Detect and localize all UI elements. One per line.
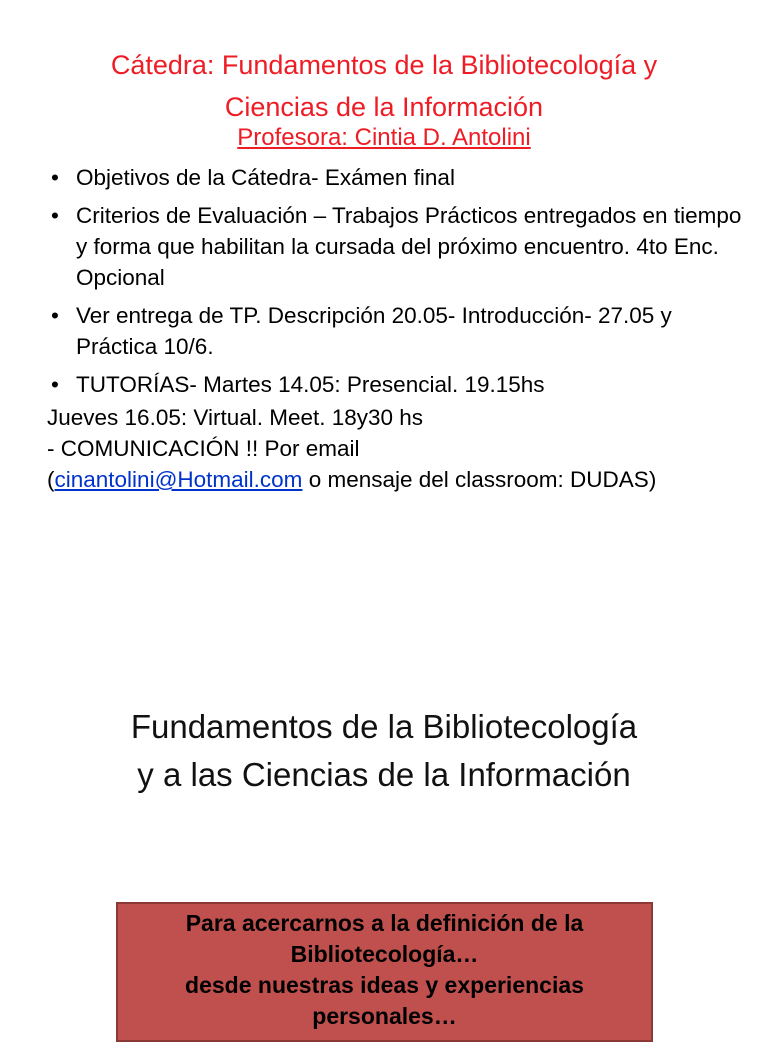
paren-open: (: [47, 467, 55, 492]
box-line-2: desde nuestras ideas y experiencias personales…: [185, 972, 584, 1029]
box-line-1: Para acercarnos a la definición de la Bibliotecología…: [185, 910, 584, 967]
slide-title: [20, 44, 748, 128]
email-link[interactable]: cinantolini@Hotmail.com: [54, 467, 303, 492]
bullet-text: TUTORÍAS- Martes 14.05: Presencial. 19.15hs: [76, 372, 545, 397]
title-line-1: Cátedra: Fundamentos de la Bibliotecología y: [110, 50, 658, 80]
professor-line: [0, 121, 768, 155]
bullet-dot: •: [51, 165, 59, 190]
tutoria-jueves: Jueves 16.05: Virtual. Meet. 18y30 hs: [47, 405, 424, 430]
bullet-text: Objetivos de la Cátedra- Exámen final: [76, 165, 455, 190]
bullet-item: [0, 200, 768, 293]
slide-2-title: [0, 703, 768, 799]
professor-name: Profesora: Cintia D. Antolini: [237, 124, 531, 151]
email-after-text: o mensaje del classroom: DUDAS): [302, 467, 657, 492]
bullet-dot: •: [51, 372, 59, 397]
bullet-item: [0, 300, 768, 362]
bullet-text: Ver entrega de TP. Descripción 20.05- Introducción- 27.05 y Práctica 10/6.: [76, 303, 672, 359]
comunicacion-line: - COMUNICACIÓN !! Por email: [47, 436, 360, 461]
bullet-list: [0, 162, 768, 495]
bullet-item: [0, 162, 768, 193]
bullet-dot: •: [51, 203, 59, 228]
title-line-2: Ciencias de la Información: [224, 92, 544, 122]
definition-box: [116, 902, 653, 1042]
bullet-text: Criterios de Evaluación – Trabajos Prácticos entregados en tiempo y forma que habilitan la cursada del próximo encuentro. 4to Enc. Opcional: [76, 203, 742, 290]
bullet-dot: •: [51, 303, 59, 328]
bullet-item: [0, 369, 768, 400]
email-line: [0, 464, 768, 495]
slide-2-title-line-1: Fundamentos de la Bibliotecología: [130, 708, 638, 745]
slide-2-title-line-2: y a las Ciencias de la Información: [137, 756, 631, 793]
